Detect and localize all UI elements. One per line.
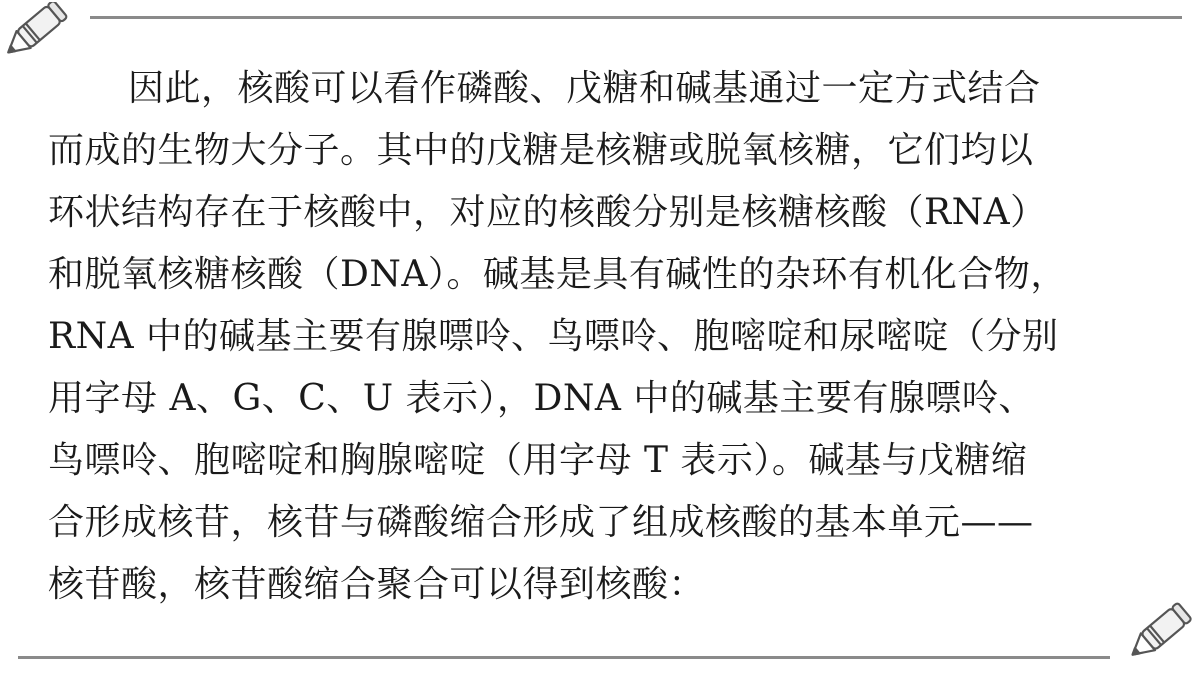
- top-divider: [90, 16, 1182, 19]
- text-line: 用字母 A、G、C、U 表示），DNA 中的碱基主要有腺嘌呤、: [48, 378, 1035, 419]
- body-paragraph: [48, 58, 1168, 616]
- text-line: 环状结构存在于核酸中，对应的核酸分别是核糖核酸（RNA）: [48, 192, 1047, 233]
- text-line: 鸟嘌呤、胞嘧啶和胸腺嘧啶（用字母 T 表示）。碱基与戊糖缩: [48, 440, 1028, 481]
- text-line: 和脱氧核糖核酸（DNA）。碱基是具有碱性的杂环有机化合物，: [48, 254, 1067, 295]
- text-line: 而成的生物大分子。其中的戊糖是核糖或脱氧核糖，它们均以: [48, 130, 1034, 171]
- text-line: 核苷酸，核苷酸缩合聚合可以得到核酸：: [48, 564, 706, 605]
- text-line: RNA 中的碱基主要有腺嘌呤、鸟嘌呤、胞嘧啶和尿嘧啶（分别: [48, 316, 1059, 357]
- text-line: 因此，核酸可以看作磷酸、戊糖和碱基通过一定方式结合: [128, 68, 1041, 109]
- text-line: 合形成核苷，核苷与磷酸缩合形成了组成核酸的基本单元——: [48, 502, 1034, 543]
- bottom-divider: [18, 656, 1110, 659]
